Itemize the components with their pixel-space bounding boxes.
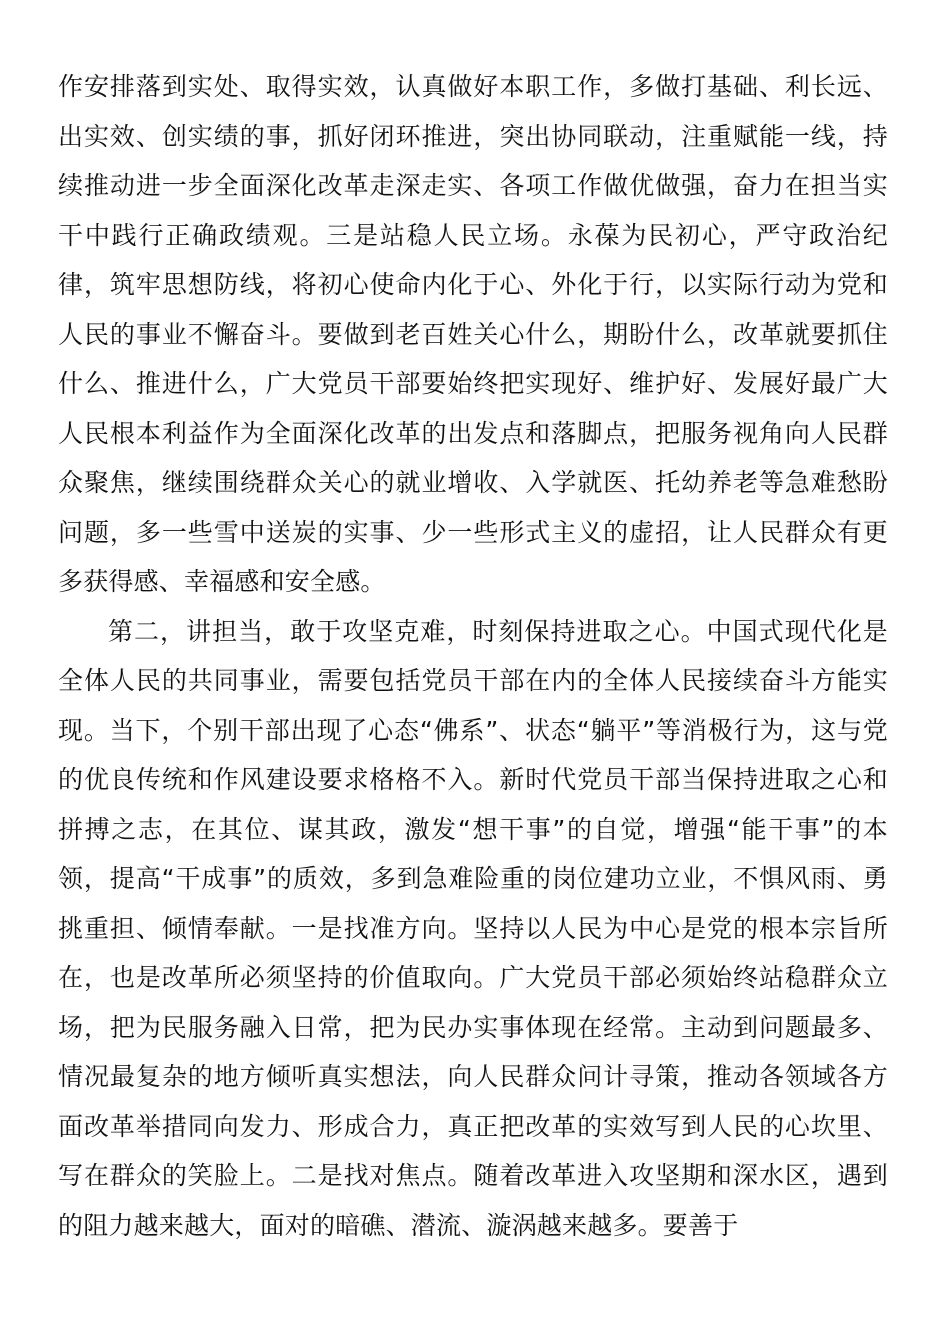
body-text	[58, 62, 888, 1250]
paragraph-second-point: 第二，讲担当，敢于攻坚克难，时刻保持进取之心。中国式现代化是全体人民的共同事业，需要包括党员干部在内的全体人民接续奋斗方能实现。当下，个别干部出现了心态“佛系”、状态“躺平”等消极行为，这与党的优良传统和作风建设要求格格不入。新时代党员干部当保持进取之心和拼搏之志，在其位、谋其政，激发“想干事”的自觉，增强“能干事”的本领，提高“干成事”的质效，多到急难险重的岗位建功立业，不惧风雨、勇挑重担、倾情奉献。一是找准方向。坚持以人民为中心是党的根本宗旨所在，也是改革所必须坚持的价值取向。广大党员干部必须始终站稳群众立场，把为民服务融入日常，把为民办实事体现在经常。主动到问题最多、情况最复杂的地方倾听真实想法，向人民群众问计寻策，推动各领域各方面改革举措同向发力、形成合力，真正把改革的实效写到人民的心坎里、写在群众的笑脸上。二是找对焦点。随着改革进入攻坚期和深水区，遇到的阻力越来越大，面对的暗礁、潜流、漩涡越来越多。要善于	[58, 616, 888, 1240]
paragraph-continuation: 作安排落到实处、取得实效，认真做好本职工作，多做打基础、利长远、出实效、创实绩的事，抓好闭环推进，突出协同联动，注重赋能一线，持续推动进一步全面深化改革走深走实、各项工作做优做强，奋力在担当实干中践行正确政绩观。三是站稳人民立场。永葆为民初心，严守政治纪律，筑牢思想防线，将初心使命内化于心、外化于行，以实际行动为党和人民的事业不懈奋斗。要做到老百姓关心什么，期盼什么，改革就要抓住什么、推进什么，广大党员干部要始终把实现好、维护好、发展好最广大人民根本利益作为全面深化改革的出发点和落脚点，把服务视角向人民群众聚焦，继续围绕群众关心的就业增收、入学就医、托幼养老等急难愁盼问题，多一些雪中送炭的实事、少一些形式主义的虚招，让人民群众有更多获得感、幸福感和安全感。	[58, 72, 888, 596]
